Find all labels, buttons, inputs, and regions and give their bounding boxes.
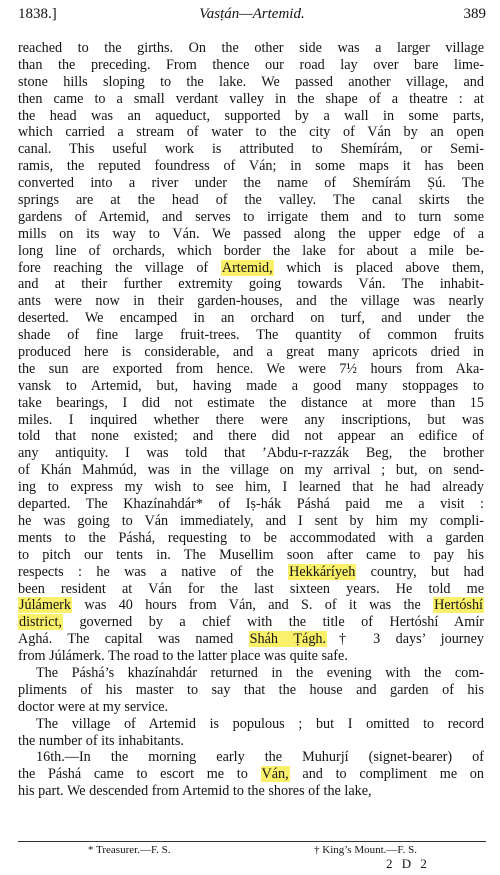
line-text: the head was an aqueduct, supported by a wall in some parts,	[18, 107, 484, 124]
line-text: ramis, the reputed foundress of Ván; in some maps it has been	[18, 158, 484, 175]
line-text: ing to express my wish to see him, I learned that he had already	[18, 479, 484, 496]
line-text: stone hills sloping to the lake. We passed another village, and	[18, 73, 484, 90]
text-line	[18, 749, 484, 766]
line-text: pliments of his master to say that the house and garden of his	[18, 681, 484, 698]
text-line	[18, 783, 484, 800]
text-line	[18, 530, 484, 547]
text-line	[18, 327, 484, 344]
text-line	[18, 665, 484, 682]
line-text: told that none existed; and there did not appear an edifice of	[18, 428, 484, 445]
line-text: take bearings, I did not estimate the distance at more than 15	[18, 394, 484, 411]
line-text: departed. The Khazínahdár* of Iṣ-hák Páshá paid me a visit :	[18, 496, 484, 513]
line-text: and to compliment me on	[289, 766, 484, 783]
highlighted-term: Júlámerk	[19, 597, 72, 614]
line-text: from Júlámerk. The road to the latter place was quite safe.	[18, 648, 348, 665]
line-text: fore reaching the village of	[18, 259, 221, 276]
line-text: shade of fine large fruit-trees. The quantity of common fruits	[18, 327, 484, 344]
text-line	[18, 124, 484, 141]
text-line	[18, 310, 484, 327]
highlighted-term: Ván,	[261, 766, 289, 783]
line-text: any antiquity. I was told that ’Abdu-r-razzák Beg, the brother	[18, 445, 484, 462]
text-line	[18, 648, 484, 665]
text-line	[18, 496, 484, 513]
text-line	[18, 57, 484, 74]
line-text: of Khán Mahmúd, was in the village on my arrival ; but, on send-	[18, 462, 484, 479]
line-text: ments to the Páshá, requesting to be accommodated with a garden	[18, 529, 484, 546]
text-line	[18, 40, 484, 57]
text-line	[18, 614, 484, 631]
highlighted-term: Sháh Ṭágh.	[249, 631, 327, 648]
text-line	[18, 699, 484, 716]
line-text: than the preceding. From thence our road lay over bare lime-	[18, 56, 484, 73]
highlighted-term: Hertóshí	[434, 597, 483, 614]
text-line	[18, 581, 484, 598]
line-text: reached to the girths. On the other side was a larger village	[18, 40, 484, 56]
text-line	[18, 428, 484, 445]
text-line	[18, 175, 484, 192]
page-number: 389	[463, 6, 486, 22]
text-line	[18, 733, 484, 750]
text-line	[18, 243, 484, 260]
line-text: produced here is considerable, and a great many apricots dried in	[18, 344, 484, 361]
text-line	[18, 141, 484, 158]
text-line	[18, 361, 484, 378]
footnote-kings-mount: † King’s Mount.—F. S.	[314, 844, 418, 856]
footnotes	[18, 843, 486, 857]
text-line	[18, 192, 484, 209]
line-text: which carried a stream of water to the city of Ván by an open	[18, 124, 484, 141]
text-line	[18, 462, 484, 479]
text-line	[18, 91, 484, 108]
line-text: governed by a chief with the title of Hertóshí Amír	[62, 614, 484, 631]
line-text: ants were now in their garden-houses, and the village was nearly	[18, 293, 484, 310]
line-text: gardens of Artemid, and serves to irrigate them and to turn some	[18, 208, 484, 225]
signature-mark: 2 D 2	[386, 856, 430, 871]
line-text: long line of orchards, which border the lake for about a mile be-	[18, 242, 484, 259]
line-text: † 3 days’ journey	[327, 631, 485, 648]
text-line	[18, 209, 484, 226]
text-line	[18, 479, 484, 496]
text-line	[18, 766, 484, 783]
line-text: then came to a small verdant valley in the shape of a theatre : at	[18, 90, 484, 107]
line-text: 16th.—In the morning early the Muhurjí (signet-bearer) of	[36, 749, 484, 766]
text-line	[18, 513, 484, 530]
body-text	[18, 40, 484, 800]
line-text: springs are at the head of the valley. The canal skirts the	[18, 192, 484, 209]
line-text: was 40 hours from Ván, and S. of it was the	[72, 597, 434, 614]
line-text: miles. I inquired whether there were any inscriptions, but was	[18, 411, 484, 428]
text-line	[18, 631, 484, 648]
text-line	[18, 395, 484, 412]
header-title: Vasṭán—Artemid.	[199, 6, 305, 22]
text-line	[18, 682, 484, 699]
line-text: The village of Artemid is populous ; but I omitted to record	[36, 715, 484, 732]
line-text: he was going to Ván immediately, and I sent by him my compli-	[18, 512, 484, 529]
line-text: and at their further extremity going towards Ván. The inhabit-	[18, 276, 484, 293]
header-year: 1838.]	[18, 6, 57, 22]
text-line	[18, 716, 484, 733]
text-line	[18, 276, 484, 293]
text-line	[18, 293, 484, 310]
highlighted-term: district,	[19, 614, 62, 631]
text-line	[18, 260, 484, 277]
line-text: mills on its way to Ván. We passed along the upper edge of a	[18, 225, 484, 242]
text-line	[18, 564, 484, 581]
line-text: The Páshá’s khazínahdár returned in the evening with the com-	[36, 664, 484, 681]
line-text: which is placed above them,	[273, 259, 484, 276]
text-line	[18, 547, 484, 564]
line-text: his part. We descended from Artemid to the shores of the lake,	[18, 783, 372, 800]
line-text: Aghá. The capital was named	[18, 631, 249, 648]
footnote-treasurer: * Treasurer.—F. S.	[88, 844, 171, 856]
line-text: doctor were at my service.	[18, 698, 169, 715]
text-line	[18, 226, 484, 243]
line-text: country, but had	[356, 563, 484, 580]
text-line	[18, 344, 484, 361]
text-line	[18, 597, 484, 614]
highlighted-term: Artemid,	[221, 259, 273, 276]
line-text: deserted. We encamped in an orchard on turf, and under the	[18, 310, 484, 327]
footnote-rule	[18, 841, 486, 842]
line-text: converted into a river under the name of Shemírám Ṣú. The	[18, 175, 484, 192]
line-text: the Páshá came to escort me to	[18, 766, 261, 783]
text-line	[18, 412, 484, 429]
line-text: respects : he was a native of the	[18, 563, 289, 580]
line-text: the number of its inhabitants.	[18, 732, 184, 749]
line-text: been resident at Ván for the last sixteen years. He told me	[18, 580, 484, 597]
text-line	[18, 108, 484, 125]
text-line	[18, 445, 484, 462]
text-line	[18, 158, 484, 175]
running-header	[18, 6, 486, 26]
line-text: the sun are exported from hence. We were 7½ hours from Aka-	[18, 360, 484, 377]
line-text: canal. This useful work is attributed to Shemírám, or Semi-	[18, 141, 484, 158]
highlighted-term: Hekkáríyeh	[289, 563, 356, 580]
line-text: to pitch our tents in. The Musellim soon after came to pay his	[18, 546, 484, 563]
line-text: vansk to Artemid, but, having made a good many stoppages to	[18, 377, 484, 394]
text-line	[18, 74, 484, 91]
text-line	[18, 378, 484, 395]
